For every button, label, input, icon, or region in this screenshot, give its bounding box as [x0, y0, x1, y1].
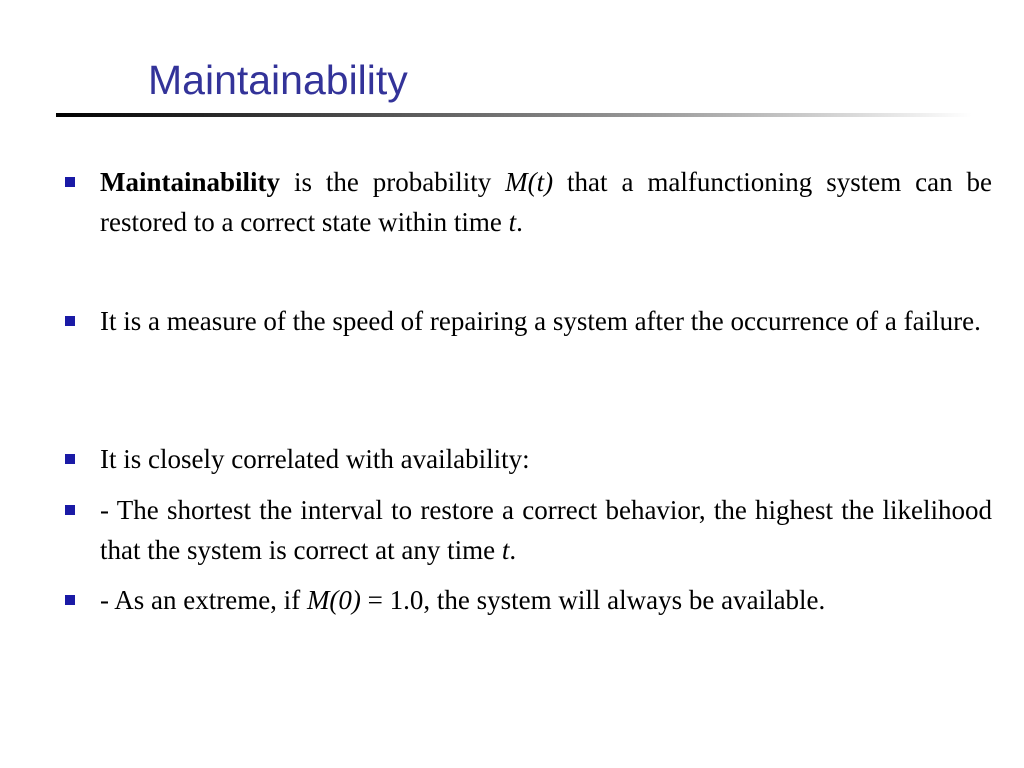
bullet-text-end: .: [516, 207, 523, 237]
bullet-shortest-interval: [100, 490, 992, 570]
variable-t: t: [508, 207, 517, 237]
square-bullet-icon: [65, 177, 75, 187]
square-bullet-icon: [65, 454, 75, 464]
bullet-text-end: .: [509, 535, 517, 565]
bullet-text: that a malfunctioning system can be restored to a correct state within time: [100, 167, 992, 237]
bullet-text: - The shortest the interval to restore a correct behavior, the highest the likelihood that the system is correct at any time: [100, 495, 992, 565]
bullet-measure: [100, 301, 992, 341]
bullet-extreme: [100, 580, 992, 620]
square-bullet-icon: [65, 595, 75, 605]
bullet-definition: [100, 162, 992, 242]
bullet-text: - As an extreme, if: [100, 585, 307, 615]
symbol-m-of-t: M(t): [505, 167, 554, 197]
bullet-text: It is closely correlated with availability:: [100, 444, 530, 474]
variable-t: t: [501, 535, 510, 565]
symbol-m-of-0: M(0): [306, 585, 361, 615]
slide-title: Maintainability: [148, 57, 408, 103]
bullet-text: = 1.0, the system will always be available.: [360, 585, 826, 615]
bullet-text: is the probability: [280, 167, 506, 197]
square-bullet-icon: [65, 316, 75, 326]
square-bullet-icon: [65, 505, 75, 515]
bullet-text: It is a measure of the speed of repairing a system after the occurrence of a failure.: [100, 306, 981, 336]
bullet-correlation: [100, 439, 992, 479]
term-maintainability: Maintainability: [100, 167, 281, 197]
